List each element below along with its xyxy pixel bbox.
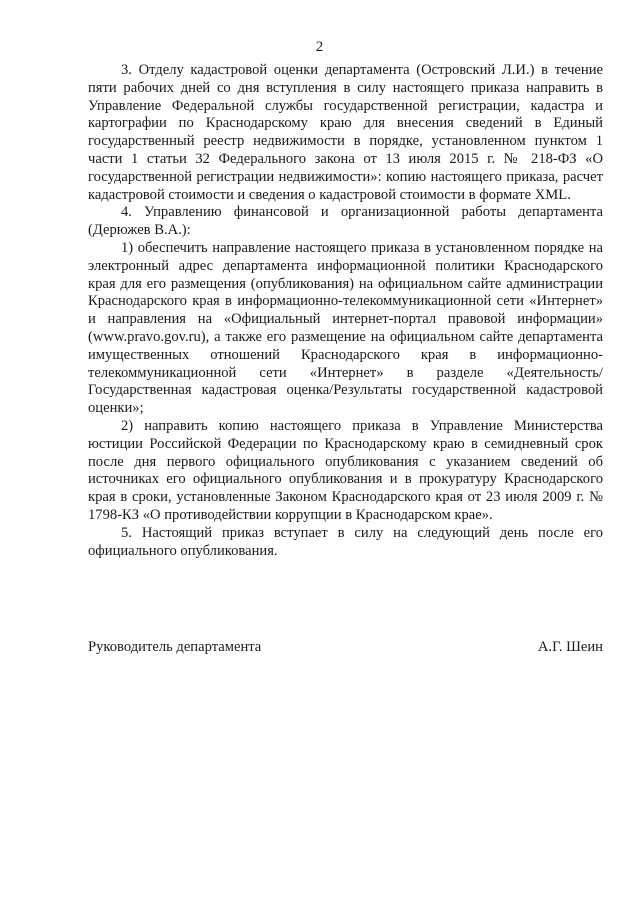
page-number: 2: [315, 39, 324, 55]
subparagraph-4-1: 1) обеспечить направление настоящего приказа в установленном порядке на электронный адрес департамента информационной политики Краснодарского края для его размещения (опубликования) на официальном сайте администрации Краснодарского края в информационно-телекоммуникационной сети «Интернет» и направления на «Официальный интернет-портал правовой информации» (www.pravo.gov.ru), а также его размещение на официальном сайте департамента имущественных отношений Краснодарского края в информационно-телекоммуникационной сети «Интернет» в разделе «Деятельность/Государственная кадастровая оценка/Результаты государственной кадастровой оценки»;: [88, 239, 603, 417]
signature-block: [88, 638, 603, 656]
signatory-position: Руководитель департамента: [88, 639, 262, 655]
paragraph-item-3: 3. Отделу кадастровой оценки департамента (Островский Л.И.) в течение пяти рабочих дней со дня вступления в силу настоящего приказа направить в Управление Федеральной службы государственной регистрации, кадастра и картографии по Краснодарскому краю для внесения сведений в Единый государственный реестр недвижимости в порядке, установленном пунктом 1 части 1 статьи 32 Федерального закона от 13 июля 2015 г. № 218-ФЗ «О государственной регистрации недвижимости»: копию настоящего приказа, расчет кадастровой стоимости и сведения о кадастровой стоимости в формате XML.: [88, 62, 603, 203]
paragraph-item-4: 4. Управлению финансовой и организационной работы департамента (Дерюжев В.А.):: [88, 204, 603, 239]
paragraph-item-5: 5. Настоящий приказ вступает в силу на следующий день после его официального опубликования.: [88, 524, 603, 559]
document-body: [88, 62, 603, 560]
subparagraph-4-2: 2) направить копию настоящего приказа в Управление Министерства юстиции Российской Федерации по Краснодарскому краю в семидневный срок после дня первого официального опубликования с указанием сведений об источниках его официального опубликования и в прокуратуру Краснодарского края в сроки, установленные Законом Краснодарского края от 23 июля 2009 г. № 1798-КЗ «О противодействии коррупции в Краснодарском крае».: [88, 417, 603, 523]
signatory-name: А.Г. Шеин: [537, 639, 603, 655]
